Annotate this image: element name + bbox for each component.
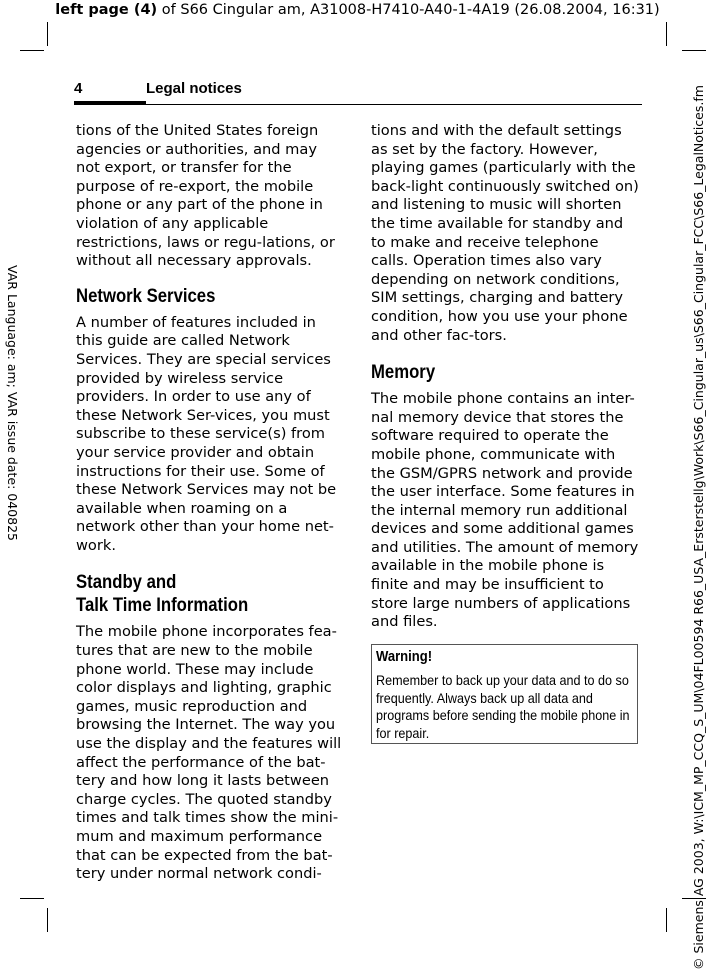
crop-mark: [47, 908, 48, 932]
page-number: 4: [74, 80, 83, 97]
paragraph-export: tions of the United States foreign agencies or authorities, and may not export, or transfer for the purpose of re-export, the mobile phone or any part of the phone in violation of any applicable restrictions, laws or regu-lations, or without all necessary approvals.: [76, 122, 335, 270]
left-column: [76, 122, 344, 884]
paragraph-memory: The mobile phone contains an inter-nal memory device that stores the software required to operate the mobile phone, communicate with the GSM/GPRS network and provide the user interface. Some features in the internal memory run additional devices and some additional games and utilities. The amount of memory available in the mobile phone is finite and may be insufficient to store large numbers of applications and files.: [371, 390, 639, 631]
header-rule: [146, 104, 642, 105]
warning-text: Remember to back up your data and to do so frequently. Always back up all data and programs before sending the mobile phone in for repair.: [376, 672, 630, 741]
heading-memory: Memory: [371, 362, 436, 384]
paragraph-standby: The mobile phone incorporates fea-tures that are new to the mobile phone world. These may include color displays and lighting, graphic games, music reproduction and browsing the Internet. The way you use the display and the features will affect the performance of the bat-tery and how long it lasts between charge cycles. The quoted standby times and talk times show the mini-mum and maximum performance that can be expected from the bat-tery under normal network condi-: [76, 623, 342, 883]
heading-network-services: Network Services: [76, 285, 216, 307]
print-header-doc-info: of S66 Cingular am, A31008-H7410-A40-1-4A19 (26.08.2004, 16:31): [157, 2, 660, 18]
warning-title: Warning!: [376, 649, 433, 665]
side-note-copyright: © Siemens AG 2003, W:\ICM_MP_CCQ_S_UM\04FL00594 R66_USA_Ersterstellg\Work\S66_Cingular_us\S66_Cingular_FCC\S66_LegalNotices.fm: [691, 85, 706, 970]
crop-mark: [20, 50, 44, 51]
paragraph-network-services: A number of features included in this guide are called Network Services. They are special services provided by wireless service providers. In order to use any of these Network Ser-vices, you must subscribe to these service(s) from your service provider and obtain instructions for their use. Some of these Network Services may not be available when roaming on a network other than your home net-work.: [76, 313, 337, 554]
print-header: [0, 0, 715, 20]
heading-standby-line1: Standby and: [76, 572, 177, 594]
side-note-language: VAR Language: am; VAR issue date: 040825: [5, 265, 20, 541]
crop-mark: [666, 22, 667, 46]
crop-mark: [666, 908, 667, 932]
heading-standby-line2: Talk Time Information: [76, 595, 249, 617]
right-column: [371, 122, 639, 632]
paragraph-operation-times: tions and with the default settings as set by the factory. However, playing games (particularly with the back-light continuously switched on) and listening to music will shorten the time available for standby and to make and receive telephone calls. Operation times also vary depending on network conditions, SIM settings, charging and battery condition, how you use your phone and other fac-tors.: [371, 122, 639, 344]
crop-mark: [47, 22, 48, 46]
print-header-page-ref: left page (4): [55, 2, 158, 18]
header-rule-thick: [74, 101, 146, 105]
page-title: Legal notices: [146, 80, 242, 97]
warning-box: [371, 644, 638, 744]
crop-mark: [20, 898, 44, 899]
